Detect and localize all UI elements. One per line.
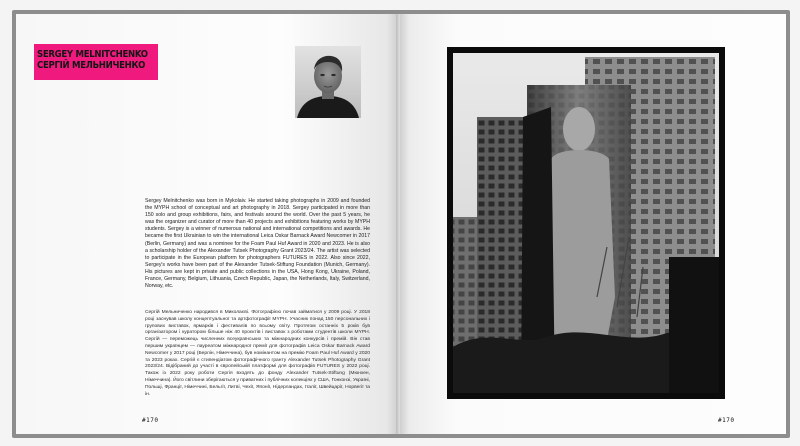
biography-ukrainian: Сергій Мельниченко народився в Миколаєві. Фотографією почав займатися у 2009 році. У 2018 році заснував школу концептуальної та артфотографії MYPH. Учасник понад 150 персональних і групових виставок, ярмарків і фестивалів по всьому світу. Протягом останніх 5 років був організатором і куратором більше ніж 40 проєктів і виставок з роботами студентів школи MYPH. Сергій — переможець численних всеукраїнських та міжнародних конкурсів і премій. Він став першим українцем — лауреатом міжнародної премії для фотографів Leica Oskar Barnack Award Newcomer у 2017 році (Берлін, Німеччина), був номінантом на премію Foam Paul Huf Award у 2020 та 2023 роках. Сергій є стипендіатом фотографічного гранту Alexander Tutsek Photography Grant 2023/24. Відібраний до участі в європейській платформі для фотографів FUTURES у 2022 році. Також із 2022 року роботи Сергія входять до фонду Alexander Tutsek-Stiftung (Мюнхен, Німеччина). Його світлини зберігаються у приватних і публічних колекціях у США, Гонконзі, Україні, Польщі, Франції, Німеччині, Бельгії, Литві, Чехії, Японії, Нідерландах, Італії, Швейцарії, Норвегії та ін. (145, 310, 370, 397)
book-spine (396, 14, 400, 434)
artist-portrait-photo (295, 46, 361, 118)
page-number-left: #170 (142, 417, 159, 424)
artist-name-cyrillic: СЕРГІЙ МЕЛЬНИЧЕНКО (37, 60, 146, 71)
artist-name-latin: SERGEY MELNITCHENKO (37, 49, 148, 60)
biography-english: Sergey Melnitchenko was born in Mykolaiv. He started taking photographs in 2009 and founded the MYPH school of conceptual and art photography in 2018. Sergey participated in more than 150 solo and group exhibitions, fairs, and festivals around the world. Over the past 5 years, he was the organizer and curator of more than 40 projects and exhibitions featuring works by MYPH students. Sergey is a winner of numerous national and international competitions and awards. He became the first Ukrainian to win the international Leica Oskar Barnack Award Newcomer in 2017 (Berlin, Germany) and was a nominee for the Foam Paul Huf Award in 2020 and 2023. He is also a scholarship holder of the Alexander Tutsek Photography Grant 2023/24. The artist was selected to participate in the European platform for photographers FUTURES in 2022. Also since 2022, Sergey's works have been part of the Alexander Tutsek-Stiftung Foundation (Munich, Germany). His pictures are kept in private and public collections in the USA, Hong Kong, Ukraine, Poland, France, Germany, Belgium, Lithuania, Czech Republic, Japan, the Netherlands, Italy, Switzerland, Norway, etc. (145, 198, 370, 290)
mural-building-photo (447, 47, 725, 399)
artist-name-block (34, 44, 158, 80)
page-number-right: #170 (718, 417, 735, 424)
